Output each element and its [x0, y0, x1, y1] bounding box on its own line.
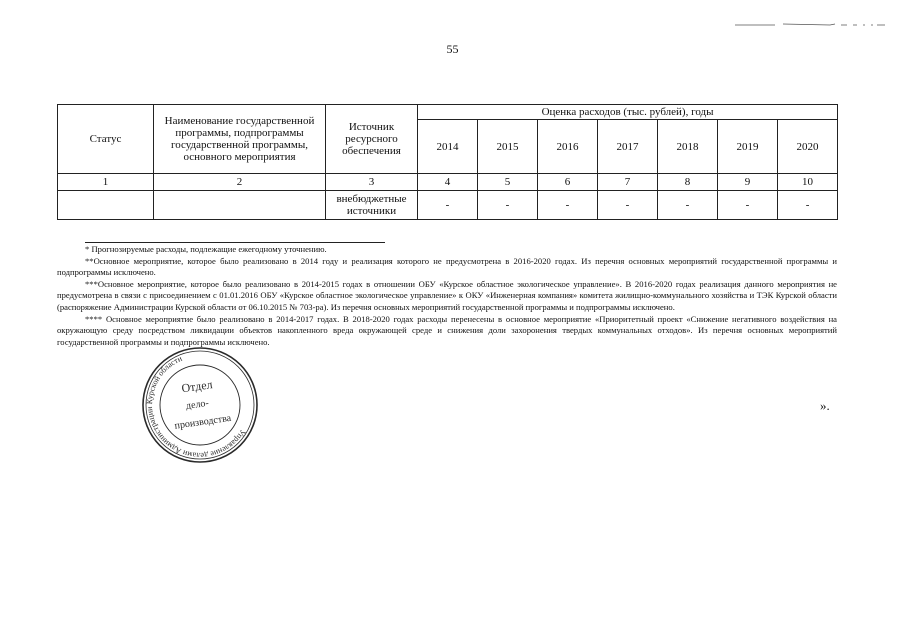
column-number: 9	[718, 174, 778, 191]
cell-source: внебюджетные источники	[326, 191, 418, 220]
stamp-outer-text: Управление делами Администрации Курской области	[144, 353, 248, 461]
header-year: 2020	[778, 120, 838, 174]
page-number: 55	[446, 42, 459, 56]
footnote-divider	[85, 242, 385, 243]
footnote: **Основное мероприятие, которое было реализовано в 2014 году и реализация которого не предусмотрена в 2016-2020 годах. Из перечня основных мероприятий государственной программы и подпрограммы исключено.	[57, 255, 837, 278]
header-year: 2014	[418, 120, 478, 174]
cell-value: -	[598, 191, 658, 220]
cell-status	[58, 191, 154, 220]
cell-value: -	[718, 191, 778, 220]
column-number: 8	[658, 174, 718, 191]
table-row	[58, 191, 838, 220]
cell-value: -	[658, 191, 718, 220]
column-number: 10	[778, 174, 838, 191]
footnote: ***Основное мероприятие, которое было реализовано в 2014-2015 годах в отношении ОБУ «Курское областное экологическое управление». В 2016-2020 годах реализация данного мероприятия не предусмотрена в связи с присоединением с 01.01.2016 ОБУ «Курское областное экологическое управление» к ОКУ «Инженерная компания» комитета жилищно-коммунального хозяйства и ТЭК Курской области (распоряжение Администрации Курской области от 06.10.2015 № 703-ра). Из перечня основных мероприятий государственной программы и подпрограммы исключено.	[57, 278, 837, 312]
expenditure-table	[57, 104, 838, 220]
header-program-name: Наименование государственной программы, подпрограммы государственной программы, основного мероприятия	[154, 105, 326, 174]
header-year: 2019	[718, 120, 778, 174]
cell-value: -	[538, 191, 598, 220]
cell-value: -	[418, 191, 478, 220]
column-number: 3	[326, 174, 418, 191]
column-number: 7	[598, 174, 658, 191]
header-year: 2016	[538, 120, 598, 174]
top-pen-mark	[735, 22, 885, 28]
header-cost-estimate: Оценка расходов (тыс. рублей), годы	[418, 105, 838, 120]
header-source: Источник ресурсного обеспечения	[326, 105, 418, 174]
header-status: Статус	[58, 105, 154, 174]
column-number: 4	[418, 174, 478, 191]
footnote: **** Основное мероприятие было реализовано в 2014-2017 годах. В 2018-2020 годах расходы перенесены в основное мероприятие «Приоритетный проект «Снижение негативного воздействия на окружающую среду посредством ликвидации объектов накопленного вреда окружающей среде и снижения доли захоронения твердых коммунальных отходов». Из перечня основных мероприятий государственной программы и подпрограммы исключено.	[57, 313, 837, 347]
column-number: 6	[538, 174, 598, 191]
column-number: 2	[154, 174, 326, 191]
cell-name	[154, 191, 326, 220]
header-year: 2017	[598, 120, 658, 174]
header-year: 2015	[478, 120, 538, 174]
column-number: 1	[58, 174, 154, 191]
stamp-line: дело-	[185, 397, 210, 412]
cell-value: -	[778, 191, 838, 220]
footnote: * Прогнозируемые расходы, подлежащие ежегодному уточнению.	[85, 244, 327, 254]
column-number-row	[58, 174, 838, 191]
column-number: 5	[478, 174, 538, 191]
stamp-line: производства	[173, 412, 232, 432]
cell-value: -	[478, 191, 538, 220]
header-year: 2018	[658, 120, 718, 174]
closing-quote: ».	[820, 398, 830, 413]
official-stamp	[140, 345, 260, 465]
footnotes	[57, 242, 837, 348]
stamp-line: Отдел	[180, 377, 214, 396]
